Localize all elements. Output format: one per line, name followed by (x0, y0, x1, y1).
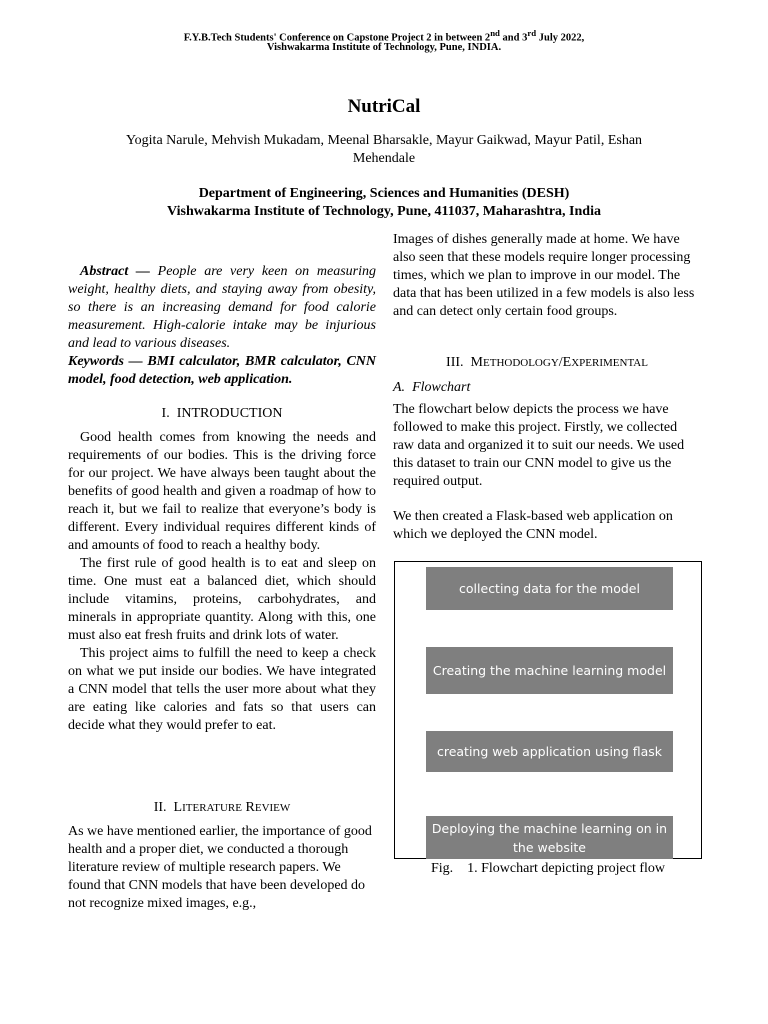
methodology-paragraph-1: The flowchart below depicts the process we have followed to make this project. Firstly, we collected raw data and organized it to suit our needs. We used this dataset to train our CNN model to give us the required output. (393, 402, 685, 489)
flowchart-step-3: creating web application using flask (426, 731, 673, 772)
figure-caption: Fig. 1. Flowchart depicting project flow (430, 861, 666, 876)
keywords-label: Keywords — (68, 354, 143, 369)
introduction-body (68, 429, 376, 735)
affiliation-line-2: Vishwakarma Institute of Technology, Pune, 411037, Maharashtra, India (167, 204, 601, 219)
section-heading-introduction: I. INTRODUCTION (161, 406, 283, 421)
flowchart-step-2: Creating the machine learning model (426, 647, 673, 694)
subsection-heading-flowchart: A. Flowchart (393, 380, 471, 395)
literature-review-body: As we have mentioned earlier, the importance of good health and a proper diet, we conducted a thorough literature review of multiple research papers. We found that CNN models that have been developed do not recognize mixed images, e.g., (68, 824, 372, 911)
abstract-text: People are very keen on measuring weight, healthy diets, and staying away from obesity, so there is an increasing demand for food calorie measurement. High-calorie intake may be injurious and lead to various diseases. (68, 264, 376, 351)
abstract-label: Abstract — (80, 264, 150, 279)
section-heading-methodology: III. METHODOLOGY/EXPERIMENTAL (446, 355, 648, 370)
conference-line-1: F.Y.B.Tech Students' Conference on Capstone Project 2 in between 2nd and 3rd July 2022, (183, 28, 585, 44)
intro-paragraph: Good health comes from knowing the needs and requirements of our bodies. This is the driving force for our project. We have always been taught about the benefits of good health and given a roadmap of how to reach it, but we fail to realize that everyone’s body is different. Every individual requires different kinds of and amounts of food to reach a healthy body. (68, 430, 376, 553)
flowchart-step-1: collecting data for the model (426, 567, 673, 610)
methodology-paragraph-2: We then created a Flask-based web application on which we deployed the CNN model. (393, 509, 673, 542)
affiliation-line-1: Department of Engineering, Sciences and Humanities (DESH) (198, 186, 570, 201)
literature-review-continued: Images of dishes generally made at home. We have also seen that these models require longer processing times, which we plan to improve in our model. The data that has been utilized in a few models is also less and can detect only certain food groups. (393, 232, 695, 319)
intro-paragraph: The first rule of good health is to eat and sleep on time. One must eat a balanced diet, which should include vitamins, proteins, carbohydrates, and minerals in appropriate quantity. Along with this, one must also eat fresh fruits and drink lots of water. (68, 556, 376, 643)
flowchart-step-4: Deploying the machine learning on in the website (426, 816, 673, 859)
abstract (68, 263, 376, 389)
section-heading-literature-review: II. LITERATURE REVIEW (153, 800, 291, 815)
paper-title: NutriCal (347, 96, 421, 117)
authors: Yogita Narule, Mehvish Mukadam, Meenal Bharsakle, Mayur Gaikwad, Mayur Patil, Eshan Mehendale (125, 133, 643, 166)
keywords: BMI calculator, BMR calculator, CNN model, food detection, web application. (68, 354, 377, 387)
flowchart-figure (394, 561, 702, 859)
conference-line-2: Vishwakarma Institute of Technology, Pune, INDIA. (266, 42, 502, 53)
intro-paragraph: This project aims to fulfill the need to keep a check on what we put inside our bodies. We have integrated a CNN model that tells the user more about what they are eating like calories and fats so that users can decide what they would prefer to eat. (68, 646, 376, 733)
affiliation (0, 185, 768, 221)
